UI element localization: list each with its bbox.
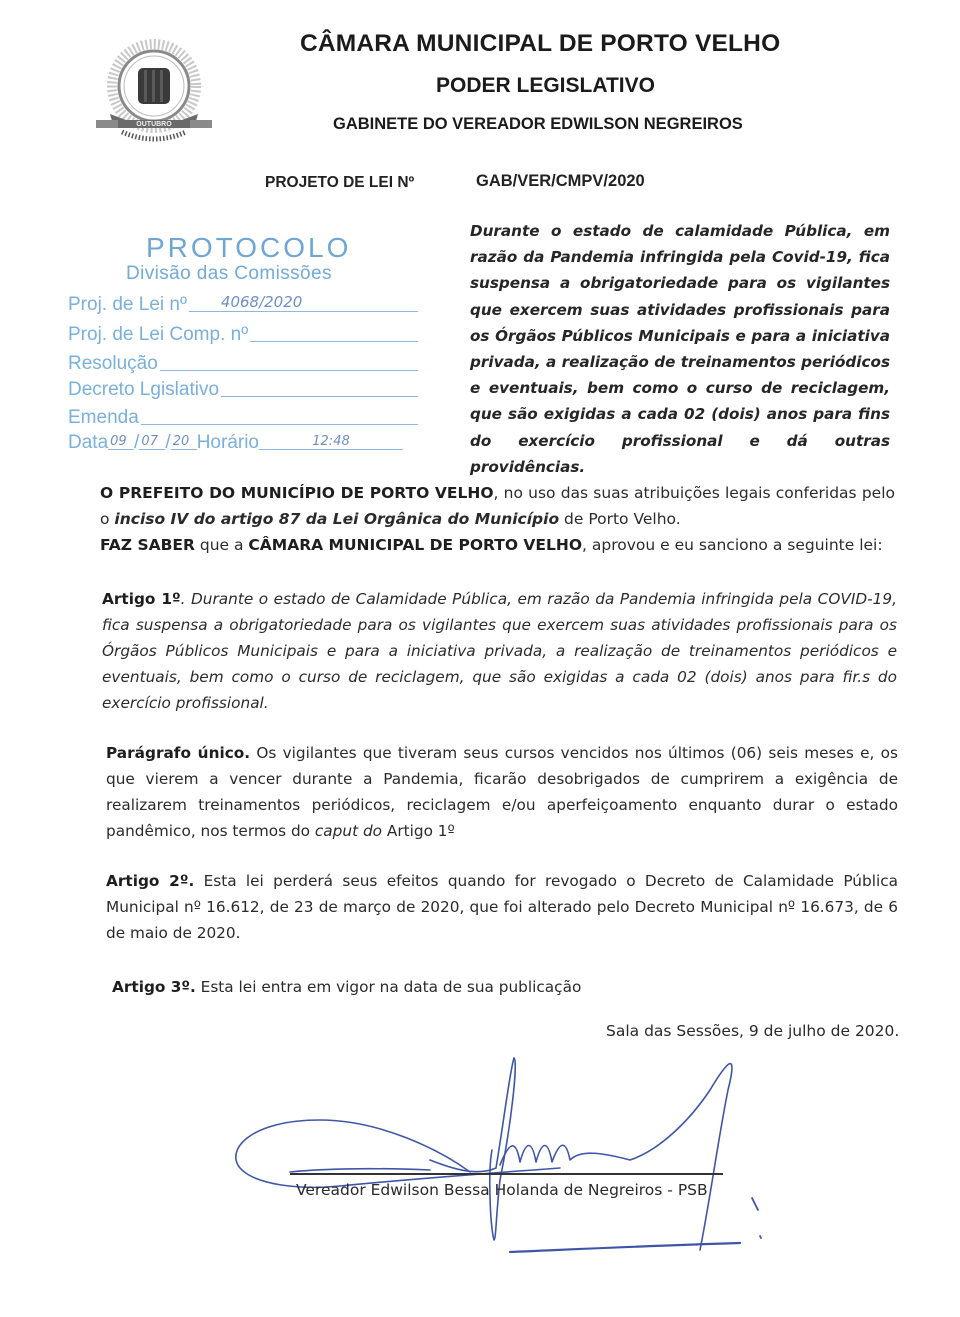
sole-paragraph-text: Os vigilantes que tiveram seus cursos vencidos nos últimos (06) seis meses e, os que vierem a vencer durante a Pandemia, ficarão desobrigados de cumprirem a exigência de realizarem treinamentos periódicos, reciclagem e/ou aperfeiçoamento enquanto durar o estado pandêmico, nos termos do (106, 744, 898, 840)
bill-number-label: PROJETO DE LEI Nº (265, 174, 415, 191)
stamp-field-label: Resolução (68, 353, 158, 374)
municipal-seal-icon (92, 36, 216, 148)
article-2-label: Artigo 2º. (106, 872, 195, 890)
signatory-name: Vereador Edwilson Bessa Holanda de Negreiros - PSB (296, 1181, 708, 1199)
stamp-title: PROTOCOLO (146, 232, 352, 263)
stamp-field-line (250, 323, 418, 342)
preamble-text: de Porto Velho. (559, 510, 681, 528)
preamble-mayor: O PREFEITO DO MUNICÍPIO DE PORTO VELHO (100, 484, 494, 502)
preamble-text: que a (194, 536, 249, 554)
stamp-field-line (221, 378, 418, 397)
municipal-seal-logo (92, 36, 216, 148)
stamp-field-line (189, 293, 418, 312)
stamp-time-label: Horário (196, 432, 260, 453)
stamp-field-label: Proj. de Lei Comp. nº (68, 324, 249, 345)
sole-paragraph-italic: caput do (314, 822, 383, 840)
article-1 (102, 586, 897, 716)
stamp-field-label: Proj. de Lei nº (68, 294, 187, 315)
article-1-text: . Durante o estado de Calamidade Pública, em razão da Pandemia infringida pela COVID-19, fica suspensa a obrigatoriedade para os vigilantes que exercem suas atividades profissionais para os Órgãos Públicos Municipais e para a iniciativa privada, a realização de treinamentos periódicos e eventuais, bem como o curso de reciclagem, que são exigidas a cada 02 (dois) anos para fir.s do exercício profissional. (102, 590, 897, 712)
article-2 (106, 868, 898, 946)
stamp-field-proj-lei-comp (68, 320, 418, 346)
article-3-label: Artigo 3º. (112, 978, 196, 996)
place-and-date: Sala das Sessões, 9 de julho de 2020. (606, 1022, 900, 1040)
stamp-field-line (141, 406, 418, 425)
preamble-camara: CÂMARA MUNICIPAL DE PORTO VELHO (248, 536, 583, 554)
bill-number-value: GAB/VER/CMPV/2020 (476, 172, 645, 190)
preamble-text: , aprovou e eu sanciono a seguinte lei: (582, 536, 883, 554)
stamp-field-value: 4068/2020 (220, 293, 303, 311)
stamp-date-label: Data (68, 432, 109, 453)
seal-banner-text: OUTUBRO (136, 121, 172, 128)
stamp-date-month: 07 (139, 434, 165, 450)
stamp-field-proj-lei (68, 290, 418, 316)
preamble-faz-saber: FAZ SABER (100, 536, 195, 554)
preamble-text: , no uso das suas atribuições legais conferidas pelo o (100, 484, 895, 528)
stamp-time-value: 12:48 (259, 434, 403, 450)
signature-strokes (236, 1058, 761, 1252)
sole-paragraph-label: Parágrafo único. (106, 744, 251, 762)
article-3-text: Esta lei entra em vigor na data de sua publicação (195, 978, 582, 996)
branch-title: PODER LEGISLATIVO (436, 74, 655, 97)
stamp-field-line (160, 352, 418, 371)
bill-summary: Durante o estado de calamidade Pública, em razão da Pandemia infringida pela Covid-19, fica suspensa a obrigatoriedade para os vigilantes que exercem suas atividades profissionais para os Órgãos Públicos Municipais e para a iniciativa privada, a realização de treinamentos periódicos e eventuais, bem como o curso de reciclagem, que são exigidas a cada 02 (dois) anos para fins do exercício profissional e dá outras providências. (470, 222, 890, 476)
stamp-field-emenda (68, 403, 418, 429)
article-2-text: Esta lei perderá seus efeitos quando for revogado o Decreto de Calamidade Pública Municipal nº 16.612, de 23 de março de 2020, que foi alterado pelo Decreto Municipal nº 16.673, de 6 de maio de 2020. (106, 872, 898, 942)
stamp-field-label: Emenda (68, 407, 139, 428)
stamp-subtitle: Divisão das Comissões (126, 263, 332, 284)
signature-line (290, 1173, 723, 1175)
office-title: GABINETE DO VEREADOR EDWILSON NEGREIROS (333, 115, 743, 133)
preamble-legal-reference: inciso IV do artigo 87 da Lei Orgânica do Município (114, 510, 560, 528)
sole-paragraph (106, 740, 898, 844)
stamp-date-year: 20 (171, 434, 197, 450)
stamp-date-day: 09 (108, 434, 134, 450)
institution-title: CÂMARA MUNICIPAL DE PORTO VELHO (300, 30, 781, 57)
stamp-field-label: Decreto Lgislativo (68, 379, 220, 400)
stamp-field-resolucao (68, 349, 418, 375)
stamp-field-date-time: Data 09 / 07 / 20 Horário 12:48 (68, 428, 403, 454)
article-1-label: Artigo 1º (102, 590, 181, 608)
sole-paragraph-tail: Artigo 1º (382, 822, 455, 840)
preamble (100, 480, 895, 558)
stamp-field-decreto (68, 375, 418, 401)
article-3 (112, 974, 892, 1000)
